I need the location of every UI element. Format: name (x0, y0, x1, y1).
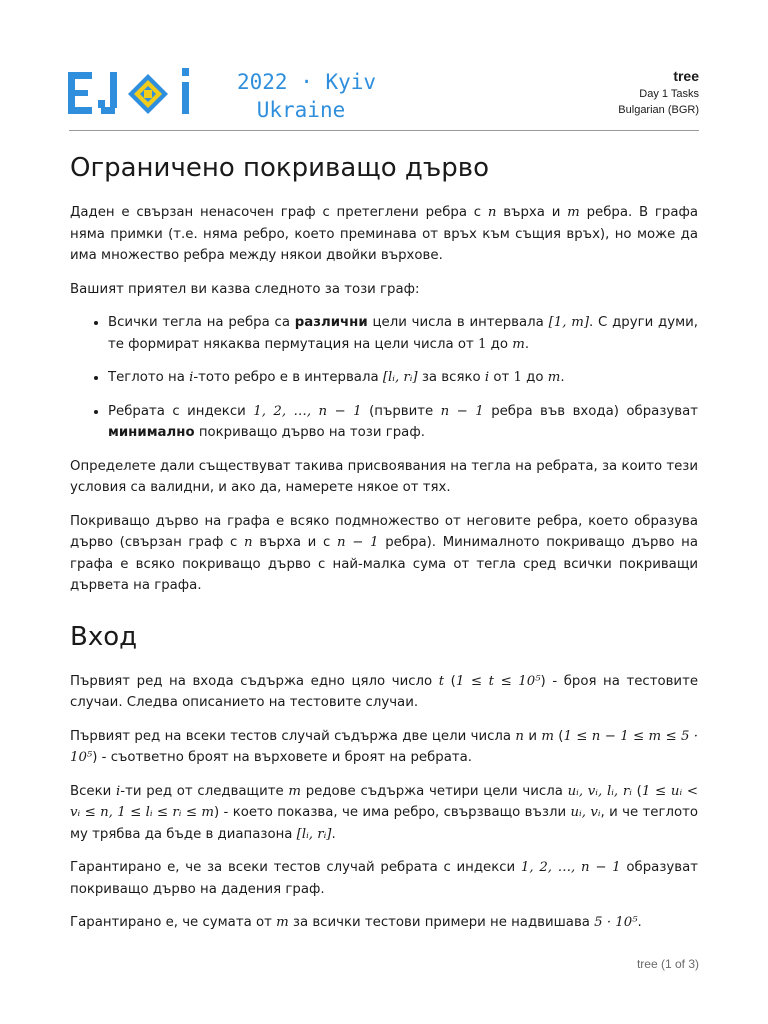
task-meta (618, 66, 699, 118)
task-name: tree (673, 68, 699, 84)
input-paragraph-3: Всеки i-ти ред от следващите m редове съдържа четири цели числа uᵢ, vᵢ, lᵢ, rᵢ (1 ≤ uᵢ < vᵢ ≤ n, 1 ≤ lᵢ ≤ rᵢ ≤ m) - което показва, че има ребро, свързващо възли uᵢ, vᵢ, и че теглото му трябва да бъде в диапазона [lᵢ, rᵢ]. (70, 783, 699, 842)
condition-item-2: • Теглото на i-тото ребро е в интервала [lᵢ, rᵢ] за всяко i от 1 до m. (108, 367, 698, 389)
statement-paragraph-2: Вашият приятел ви казва следното за този граф: (70, 281, 420, 297)
condition-item-3: • Ребрата с индекси 1, 2, …, n − 1 (първите n − 1 ребра във входа) образуват минимално покриващо дърво на този граф. (108, 401, 698, 444)
statement-paragraph-4: Покриващо дърво на графа е всяко подмножество от неговите ребра, което образува дърво (свързан граф с n върха и с n − 1 ребра). Минималното покриващо дърво на графа е всяко покриващо дърво с най-малка сума от тегла сред всички покриващи дървета на графа. (70, 513, 698, 593)
page-footer: tree (1 of 3) (636, 957, 699, 971)
page-title: Ограничено покриващо дърво (70, 153, 489, 183)
input-paragraph-5: Гарантирано е, че сумата от m за всички тестови примери не надвишава 5 · 10⁵. (70, 915, 642, 930)
ejoi-logo (68, 66, 196, 116)
statement-paragraph-3: Определете дали съществуват такива присвоявания на тегла на ребрата, за които тези условия са валидни, и ако да, намерете някое от тях. (70, 458, 698, 495)
input-paragraph-1: Първият ред на входа съдържа едно цяло число t (1 ≤ t ≤ 10⁵) - броя на тестовите случаи. Следва описанието на тестовите случаи. (70, 673, 698, 710)
input-paragraph-4: Гарантирано е, че за всеки тестов случай ребрата с индекси 1, 2, …, n − 1 образуват покриващо дърво на дадения граф. (70, 860, 698, 897)
event-line-1: 2022 · Kyiv (237, 70, 377, 94)
conditions-list (70, 312, 698, 444)
event-line-2: Ukraine (256, 98, 346, 122)
input-heading: Вход (70, 621, 138, 652)
header-divider (69, 130, 699, 131)
day-label: Day 1 Tasks (639, 88, 699, 100)
condition-item-1: • Всички тегла на ребра са различни цели числа в интервала [1, m]. С други думи, те формират някаква пермутация на цели числа от 1 до m. (108, 312, 698, 355)
statement-paragraph-1: Даден е свързан ненасочен граф с претеглени ребра с n върха и m ребра. В графа няма примки (т.е. няма ребро, което преминава от връх към същия връх), но може да има множество ребра между някои двойки върхове. (70, 205, 698, 263)
input-paragraph-2: Първият ред на всеки тестов случай съдържа две цели числа n и m (1 ≤ n − 1 ≤ m ≤ 5 · 10⁵) - съответно броят на върховете и броят на ребрата. (70, 728, 698, 765)
statement-body (70, 150, 698, 934)
language-label: Bulgarian (BGR) (618, 104, 699, 116)
logo-text: EJOI (68, 66, 71, 67)
event-label (237, 68, 377, 124)
